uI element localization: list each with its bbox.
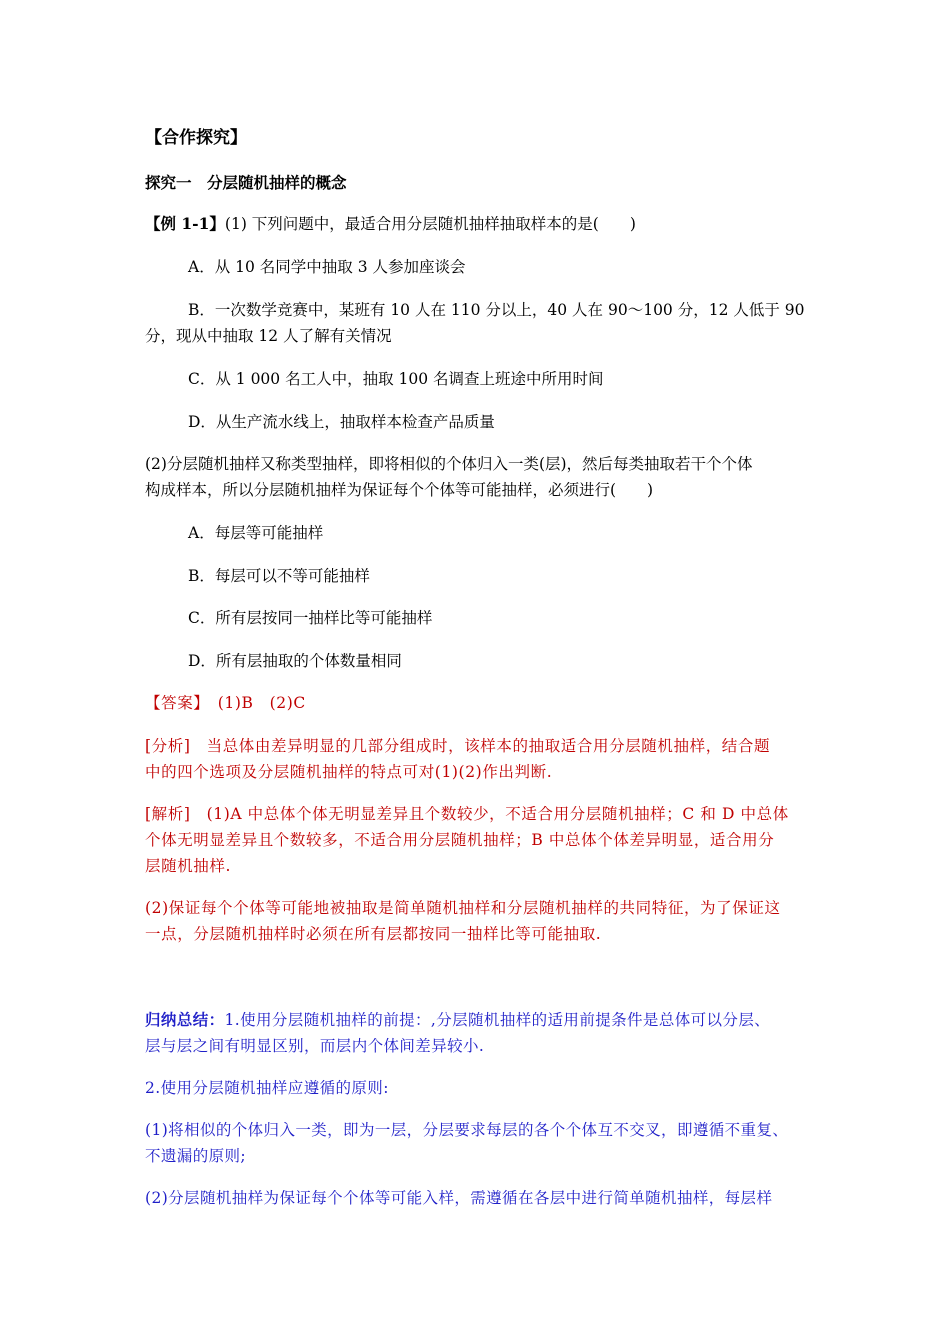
summary-line1-text: 1.使用分层随机抽样的前提：,分层随机抽样的适用前提条件是总体可以分层、 xyxy=(224,1011,771,1029)
summary-line1 xyxy=(145,1010,770,1030)
q1-option-b: B．一次数学竞赛中，某班有 10 人在 110 分以上，40 人在 90～100 分，12 人低于 90 xyxy=(188,301,805,319)
summary-line2: 层与层之间有明显区别，而层内个体间差异较小. xyxy=(145,1037,485,1055)
q1-option-d: D．从生产流水线上，抽取样本检查产品质量 xyxy=(188,413,495,431)
q2-option-b: B．每层可以不等可能抽样 xyxy=(188,567,370,585)
answer-label: 【答案】 xyxy=(145,694,202,712)
summary-line6: (2)分层随机抽样为保证每个个体等可能入样，需遵循在各层中进行简单随机抽样，每层样 xyxy=(145,1189,773,1207)
analysis-line1: [分析] 当总体由差异明显的几部分组成时，该样本的抽取适合用分层随机抽样，结合题 xyxy=(145,737,771,755)
explanation-line4: (2)保证每个个体等可能地被抽取是简单随机抽样和分层随机抽样的共同特征，为了保证这 xyxy=(145,899,781,917)
explanation-line5: 一点，分层随机抽样时必须在所有层都按同一抽样比等可能抽取. xyxy=(145,925,602,943)
q2-option-d: D．所有层抽取的个体数量相同 xyxy=(188,652,402,670)
q1-option-b-continued: 分，现从中抽取 12 人了解有关情况 xyxy=(145,327,392,345)
example-label: 【例 1-1】 xyxy=(145,214,225,233)
q2-stem-line1: (2)分层随机抽样又称类型抽样，即将相似的个体归入一类(层)，然后每类抽取若干个个体 xyxy=(145,455,753,473)
summary-line4: (1)将相似的个体归入一类，即为一层，分层要求每层的各个个体互不交叉，即遵循不重复、 xyxy=(145,1121,789,1139)
answer-text: (1)B (2)C xyxy=(217,694,306,712)
explanation-line3: 层随机抽样. xyxy=(145,857,232,875)
q2-option-c: C．所有层按同一抽样比等可能抽样 xyxy=(188,609,433,627)
q1-stem-text: (1) 下列问题中，最适合用分层随机抽样抽取样本的是( ) xyxy=(224,215,636,233)
q1-option-a: A．从 10 名同学中抽取 3 人参加座谈会 xyxy=(188,258,466,276)
explanation-line1: [解析] (1)A 中总体个体无明显差异且个数较少，不适合用分层随机抽样；C 和 D 中总体 xyxy=(145,805,789,823)
q2-option-a: A．每层等可能抽样 xyxy=(188,524,324,542)
summary-line3: 2.使用分层随机抽样应遵循的原则: xyxy=(145,1079,389,1097)
answer-line xyxy=(145,693,306,713)
analysis-line2: 中的四个选项及分层随机抽样的特点可对(1)(2)作出判断. xyxy=(145,763,553,781)
q1-option-c: C．从 1 000 名工人中，抽取 100 名调查上班途中所用时间 xyxy=(188,370,604,388)
subsection-title: 探究一 分层随机抽样的概念 xyxy=(145,173,347,192)
section-title: 【合作探究】 xyxy=(145,128,247,148)
q2-stem-line2: 构成样本，所以分层随机抽样为保证每个个体等可能抽样，必须进行( ) xyxy=(145,481,654,499)
summary-line5: 不遗漏的原则; xyxy=(145,1147,247,1165)
summary-label: 归纳总结： xyxy=(145,1010,225,1029)
example-q1-stem xyxy=(145,214,636,234)
explanation-line2: 个体无明显差异且个数较多，不适合用分层随机抽样；B 中总体个体差异明显，适合用分 xyxy=(145,831,775,849)
